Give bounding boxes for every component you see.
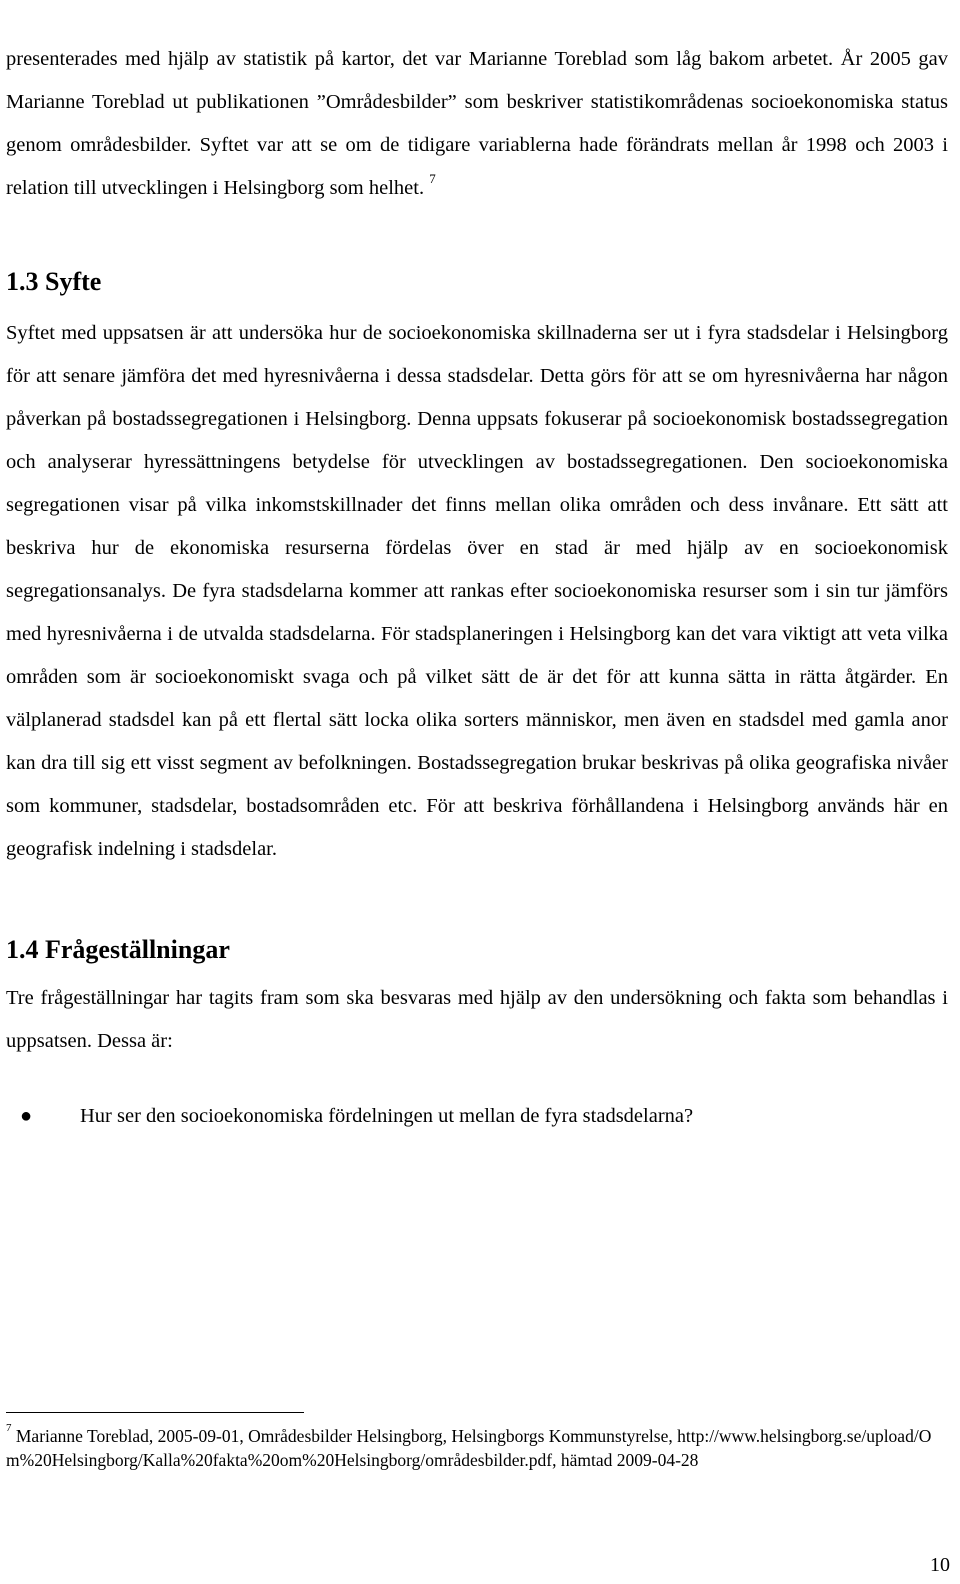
section-heading-syfte: 1.3 Syfte bbox=[6, 267, 102, 296]
footnote-ref[interactable]: 7 bbox=[429, 171, 436, 187]
intro-text: presenterades med hjälp av statistik på kartor, det var Marianne Toreblad som låg bakom arbetet. År 2005 gav Marianne Toreblad ut publikationen ”Områdesbilder” som beskriver statistikområdenas socioekonomiska status genom områdesbilder. Syftet var att se om de tidigare variablerna hade förändrats mellan år 1998 och 2003 i relation till utvecklingen i Helsingborg som helhet. bbox=[6, 48, 948, 199]
fragestallningar-paragraph: Tre frågeställningar har tagits fram som ska besvaras med hjälp av den undersökning och fakta som behandlas i uppsatsen. Dessa är: bbox=[6, 987, 948, 1052]
question-list bbox=[6, 1101, 948, 1131]
list-item bbox=[6, 1101, 948, 1131]
footnote-text: Marianne Toreblad, 2005-09-01, Områdesbilder Helsingborg, Helsingborgs Kommunstyrelse, http://www.helsingborg.se/upload/Om%20Helsingborg/Kalla%20fakta%20om%20Helsingborg/områdesbilder.pdf, hämtad 2009-04-28 bbox=[6, 1426, 932, 1470]
section-heading-fragestallningar: 1.4 Frågeställningar bbox=[6, 935, 230, 964]
bullet-icon: ● bbox=[20, 1105, 33, 1127]
footnote-number: 7 bbox=[6, 1422, 12, 1435]
syfte-paragraph: Syftet med uppsatsen är att undersöka hur de socioekonomiska skillnaderna ser ut i fyra stadsdelar i Helsingborg för att senare jämföra det med hyresnivåerna i dessa stadsdelar. Detta görs för att se om hyresnivåerna har någon påverkan på bostadssegregationen i Helsingborg. Denna uppsats fokuserar på socioekonomisk bostadssegregation och analyserar hyressättningens betydelse för utvecklingen av bostadssegregationen. Den socioekonomiska segregationen visar på vilka inkomstskillnader det finns mellan olika områden och dess invånare. Ett sätt att beskriva hur de ekonomiska resurserna fördelas över en stad är med hjälp av en socioekonomisk segregationsanalys. De fyra stadsdelarna kommer att rankas efter socioekonomiska resurser som i sin tur jämförs med hyresnivåerna i de utvalda stadsdelarna. För stadsplaneringen i Helsingborg kan det vara viktigt att veta vilka områden som är socioekonomiskt svaga och på vilket sätt de är det för att kunna sätta in rätta åtgärder. En välplanerad stadsdel kan på ett flertal sätt locka olika sorters människor, men även en stadsdel med gamla anor kan dra till sig ett visst segment av befolkningen. Bostadssegregation brukar beskrivas på olika geografiska nivåer som kommuner, stadsdelar, bostadsområden etc. För att beskriva förhållandena i Helsingborg används här en geografisk indelning i stadsdelar. bbox=[6, 322, 948, 860]
footnote bbox=[6, 1424, 950, 1472]
footnote-divider bbox=[6, 1412, 304, 1413]
intro-paragraph bbox=[6, 38, 948, 210]
document-page bbox=[6, 38, 948, 1131]
page-number: 10 bbox=[930, 1554, 950, 1576]
list-item-text: Hur ser den socioekonomiska fördelningen ut mellan de fyra stadsdelarna? bbox=[80, 1105, 694, 1127]
